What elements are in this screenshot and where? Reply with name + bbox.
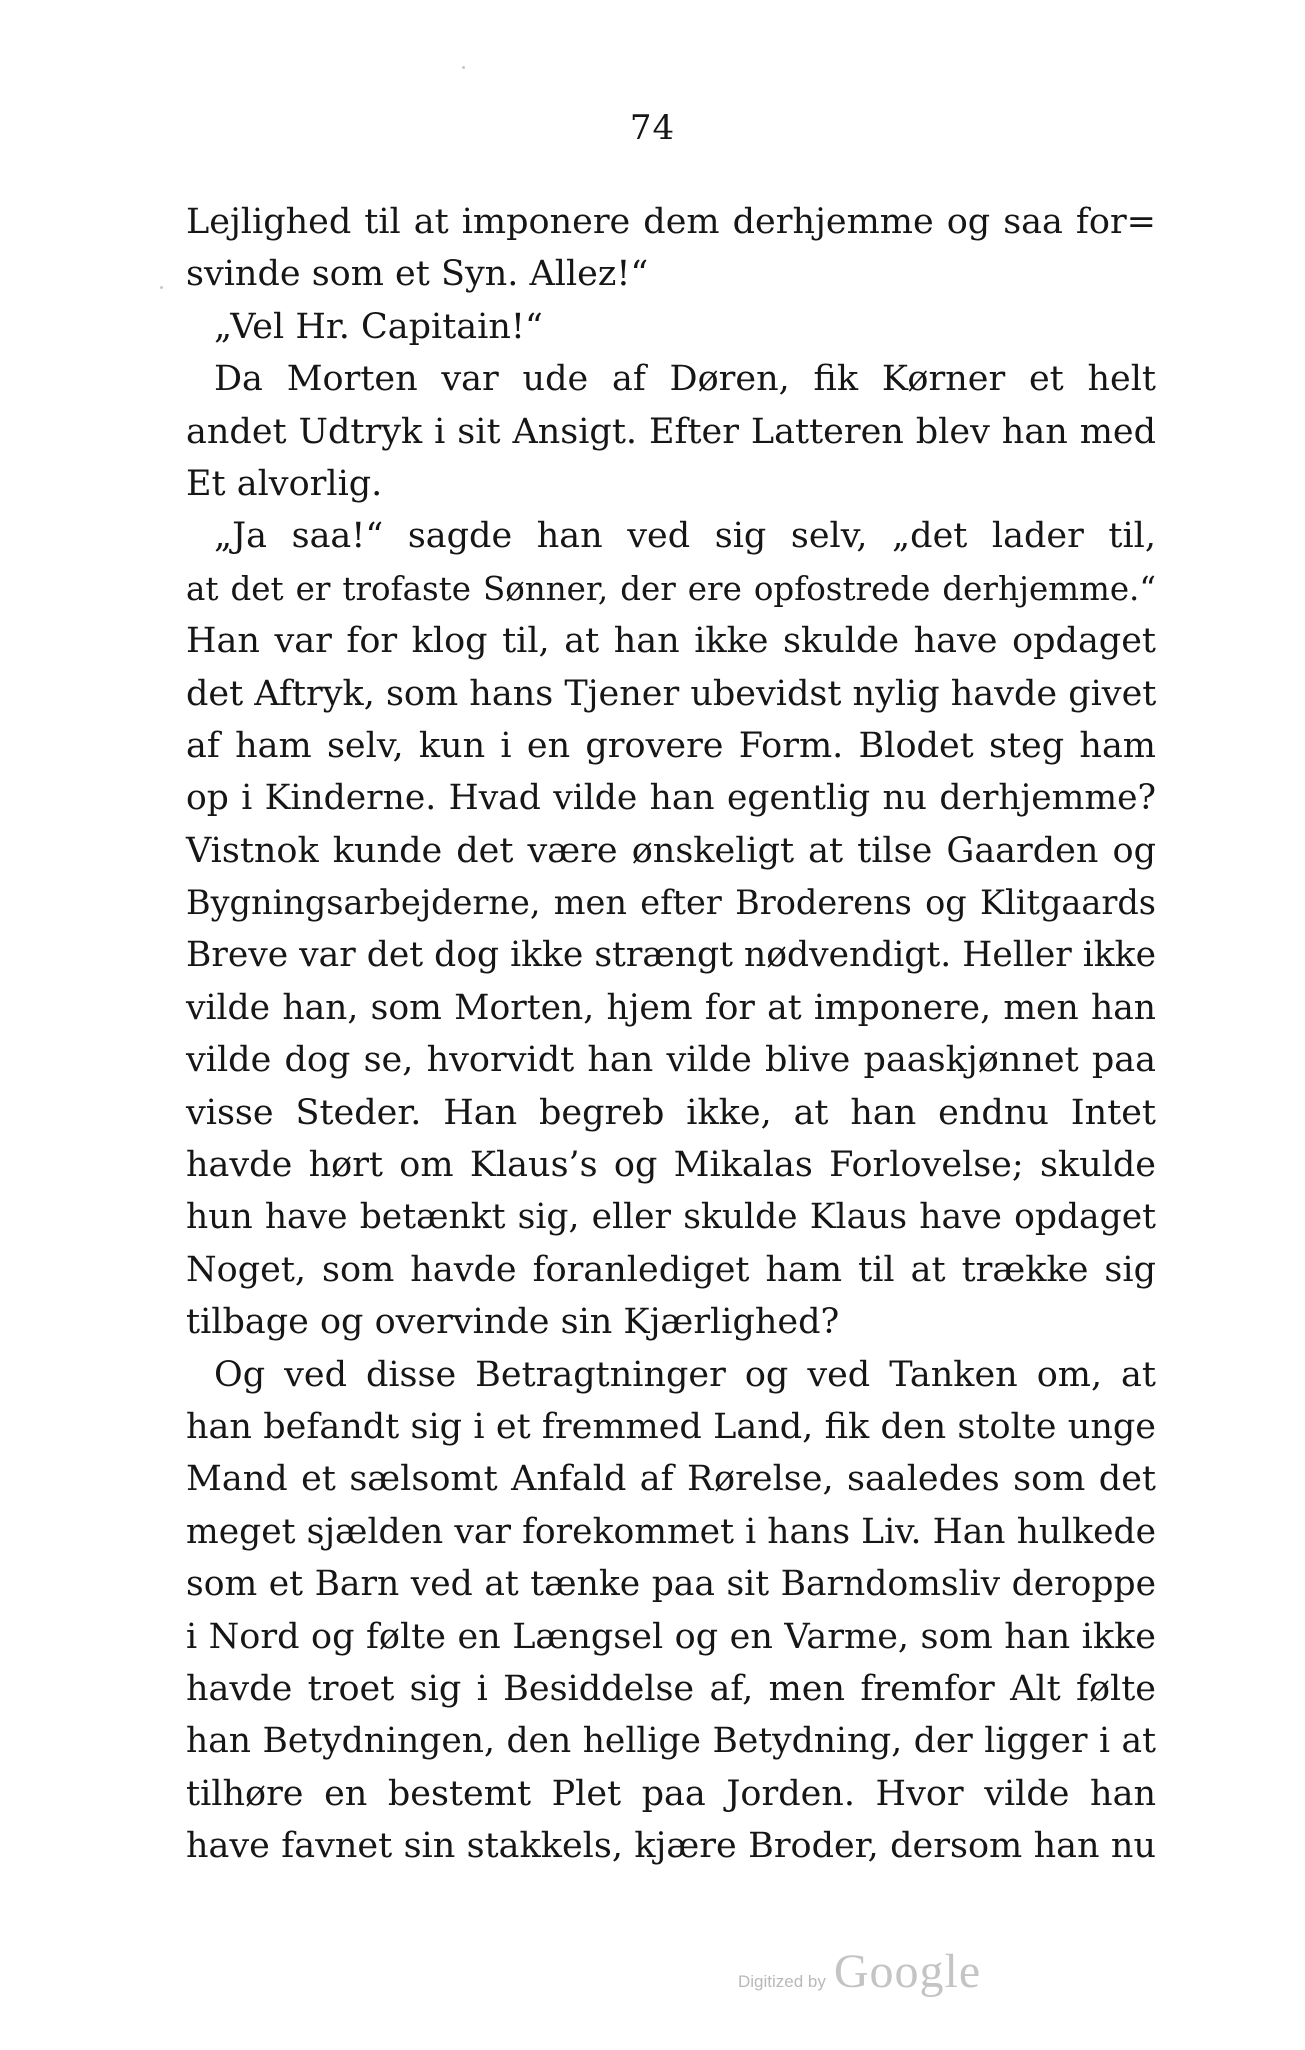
text-line: som et Barn ved at tænke paa sit Barndomsliv deroppe bbox=[186, 1564, 1156, 1605]
text-line: svinde som et Syn. Allez!“ bbox=[186, 254, 649, 295]
text-line: Et alvorlig. bbox=[186, 463, 383, 504]
text-line: han Betydningen, den hellige Betydning, der ligger i at bbox=[186, 1721, 1156, 1762]
text-line: havde troet sig i Besiddelse af, men fremfor Alt følte bbox=[186, 1668, 1156, 1709]
text-line: Og ved disse Betragtninger og ved Tanken om, at bbox=[214, 1354, 1156, 1395]
digitization-watermark bbox=[738, 1944, 981, 1999]
text-line: i Nord og følte en Længsel og en Varme, som han ikke bbox=[186, 1616, 1156, 1657]
text-line: „Vel Hr. Capitain!“ bbox=[214, 306, 543, 347]
text-line: at det er trofaste Sønner, der ere opfostrede derhjemme.“ bbox=[186, 569, 1156, 608]
text-line: op i Kinderne. Hvad vilde han egentlig nu derhjemme? bbox=[186, 778, 1156, 819]
text-line: tilhøre en bestemt Plet paa Jorden. Hvor vilde han bbox=[186, 1773, 1156, 1814]
text-line: Breve var det dog ikke strængt nødvendigt. Heller ikke bbox=[186, 935, 1156, 976]
paper-speck bbox=[462, 66, 465, 69]
text-line: Noget, som havde foranlediget ham til at trække sig bbox=[186, 1249, 1156, 1290]
text-line: af ham selv, kun i en grovere Form. Blodet steg ham bbox=[186, 725, 1156, 766]
text-line: Da Morten var ude af Døren, fik Kørner et helt bbox=[214, 359, 1156, 400]
text-line: Bygningsarbejderne, men efter Broderens og Klitgaards bbox=[186, 883, 1156, 923]
watermark-prefix: Digitized by bbox=[738, 1972, 826, 1991]
text-line: Lejlighed til at imponere dem derhjemme og saa for= bbox=[186, 202, 1156, 242]
text-line: vilde dog se, hvorvidt han vilde blive paaskjønnet paa bbox=[186, 1040, 1156, 1081]
text-line: meget sjælden var forekommet i hans Liv. Han hulkede bbox=[186, 1511, 1156, 1552]
paper-speck bbox=[160, 286, 163, 289]
text-line: han befandt sig i et fremmed Land, fik den stolte unge bbox=[186, 1406, 1156, 1447]
text-line: visse Steder. Han begreb ikke, at han endnu Intet bbox=[186, 1092, 1156, 1133]
text-line: det Aftryk, som hans Tjener ubevidst nylig havde givet bbox=[186, 673, 1157, 714]
text-line: andet Udtryk i sit Ansigt. Efter Latteren blev han med bbox=[186, 411, 1156, 452]
text-line: „Ja saa!“ sagde han ved sig selv, „det lader til, bbox=[214, 516, 1156, 557]
text-line: have favnet sin stakkels, kjære Broder, dersom han nu bbox=[186, 1826, 1156, 1867]
google-logo: Google bbox=[833, 1945, 982, 1998]
text-line: Mand et sælsomt Anfald af Rørelse, saaledes som det bbox=[186, 1459, 1156, 1500]
text-line: Vistnok kunde det være ønskeligt at tilse Gaarden og bbox=[186, 830, 1156, 871]
page-number: 74 bbox=[629, 108, 676, 148]
text-line: havde hørt om Klaus’s og Mikalas Forlovelse; skulde bbox=[186, 1145, 1156, 1186]
text-line: Han var for klog til, at han ikke skulde have opdaget bbox=[186, 621, 1156, 662]
text-line: hun have betænkt sig, eller skulde Klaus have opdaget bbox=[186, 1197, 1156, 1238]
text-line: tilbage og overvinde sin Kjærlighed? bbox=[186, 1302, 840, 1343]
text-line: vilde han, som Morten, hjem for at imponere, men han bbox=[186, 987, 1156, 1028]
body-text bbox=[186, 196, 1156, 1873]
